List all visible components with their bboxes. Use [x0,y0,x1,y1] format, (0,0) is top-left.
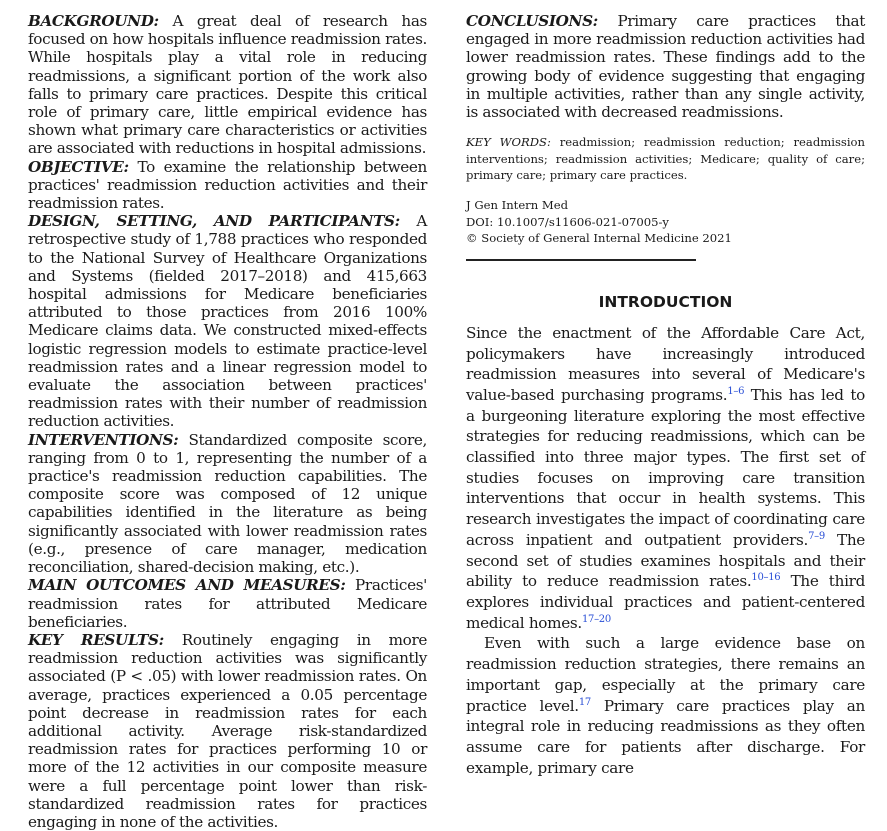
abstract-objective [28,158,427,213]
copyright-notice: © Society of General Internal Medicine 2021 [466,231,732,246]
interventions-label: INTERVENTIONS: [28,430,179,449]
article-meta [466,197,865,246]
abstract-background [28,12,427,158]
objective-text: To examine the relationship between practices' readmission reduction activities and their readmission rates. [28,157,427,213]
abstract-design [28,212,427,430]
abstract-interventions [28,431,427,577]
background-label: BACKGROUND: [28,12,159,30]
keywords-label: KEY WORDS: [466,135,551,150]
citation-17-20[interactable]: 17–20 [581,613,611,625]
introduction-heading: INTRODUCTION [598,292,733,311]
intro-p1-text-2: This has led to a burgeoning literature exploring the most effective strategies for reducing readmissions, which can be classified into three major types. The first set of studies focuses on improving care transition interventions that occur in health systems. This research investigates the impact of coordinating care across inpatient and outpatient providers. [466,385,865,549]
conclusions-text: Primary care practices that engaged in more readmission reduction activities had lower readmission rates. These findings add to the growing body of evidence suggesting that engaging in multiple activities, rather than any single activity, is associated with decreased readmissions. [466,12,865,122]
outcomes-label: MAIN OUTCOMES AND MEASURES: [28,576,346,595]
results-label: KEY RESULTS: [28,630,164,649]
background-text: A great deal of research has focused on how hospitals influence readmission rates. While hospitals play a vital role in reducing readmissions, a significant portion of the work also falls to primary care practices. Despite this critical role of primary care, little empirical evidence has shown what primary care characteristics or activities are associated with reductions in hospital admissions. [28,12,427,158]
conclusions-label: CONCLUSIONS: [466,12,598,30]
citation-17[interactable]: 17 [578,696,591,708]
citation-10-16[interactable]: 10–16 [751,572,781,584]
design-text: A retrospective study of 1,788 practices who responded to the National Survey of Healthcare Organizations and Systems (fielded 2017–2018) and 415,663 hospital admissions for Medicare beneficiaries attributed to those practices from 2016 100% Medicare claims data. We constructed mixed-effects logistic regression models to estimate practice-level readmission rates and a linear regression model to evaluate the association between practices' readmission rates with their number of readmission reduction activities. [28,212,427,431]
interventions-text: Standardized composite score, ranging from 0 to 1, representing the number of a practice's readmission reduction capabilities. The composite score was composed of 12 unique capabilities identified in the literature as being significantly associated with lower readmission rates (e.g., presence of care manager, medication reconciliation, shared-decision making, etc.). [28,430,427,577]
right-column [466,12,865,778]
intro-p1-text-4: The third explores individual practices and patient-centered medical homes. [466,572,866,632]
section-divider [466,259,696,261]
intro-paragraph-2 [466,633,865,778]
citation-7-9[interactable]: 7–9 [808,530,825,542]
keywords [466,134,865,183]
intro-p2-text-1: Even with such a large evidence base on readmission reduction strategies, there remains an important gap, especially at the primary care practice level. [466,634,865,715]
intro-paragraph-1 [466,323,865,634]
intro-p1-text-1: Since the enactment of the Affordable Care Act, policymakers have increasingly introduced readmission measures into several of Medicare's value-based purchasing programs. [466,323,865,404]
outcomes-text: Practices' readmission rates for attributed Medicare beneficiaries. [28,576,427,631]
results-text: Routinely engaging in more readmission reduction activities was significantly associated (P < .05) with lower readmission rates. On average, practices experienced a 0.05 percentage point decrease in readmission rates for each additional activity. Average risk-standardized readmission rates for practices performing 10 or more of the 12 activities in our composite measure were a full percentage point lower than risk-standardized readmission rates for practices engaging in none of the activities. [28,630,427,831]
abstract-results [28,631,427,831]
objective-label: OBJECTIVE: [28,157,129,176]
design-label: DESIGN, SETTING, AND PARTICIPANTS: [28,212,400,231]
abstract-outcomes [28,576,427,631]
intro-p1-text-3: The second set of studies examines hospitals and their ability to reduce readmission rates. [466,530,865,591]
citation-1-6[interactable]: 1–6 [727,385,745,397]
journal-name: J Gen Intern Med [466,198,569,213]
intro-p2-text-2: Primary care practices play an integral role in reducing readmissions as they often assume care for patients after discharge. For example, primary care [466,696,865,777]
abstract-conclusions [466,12,865,121]
abstract-column [28,12,427,831]
doi-link[interactable]: DOI: 10.1007/s11606-021-07005-y [466,214,669,229]
keywords-text: readmission; readmission reduction; readmission interventions; readmission activities; Medicare; quality of care; primary care; primary care practices. [466,135,865,183]
